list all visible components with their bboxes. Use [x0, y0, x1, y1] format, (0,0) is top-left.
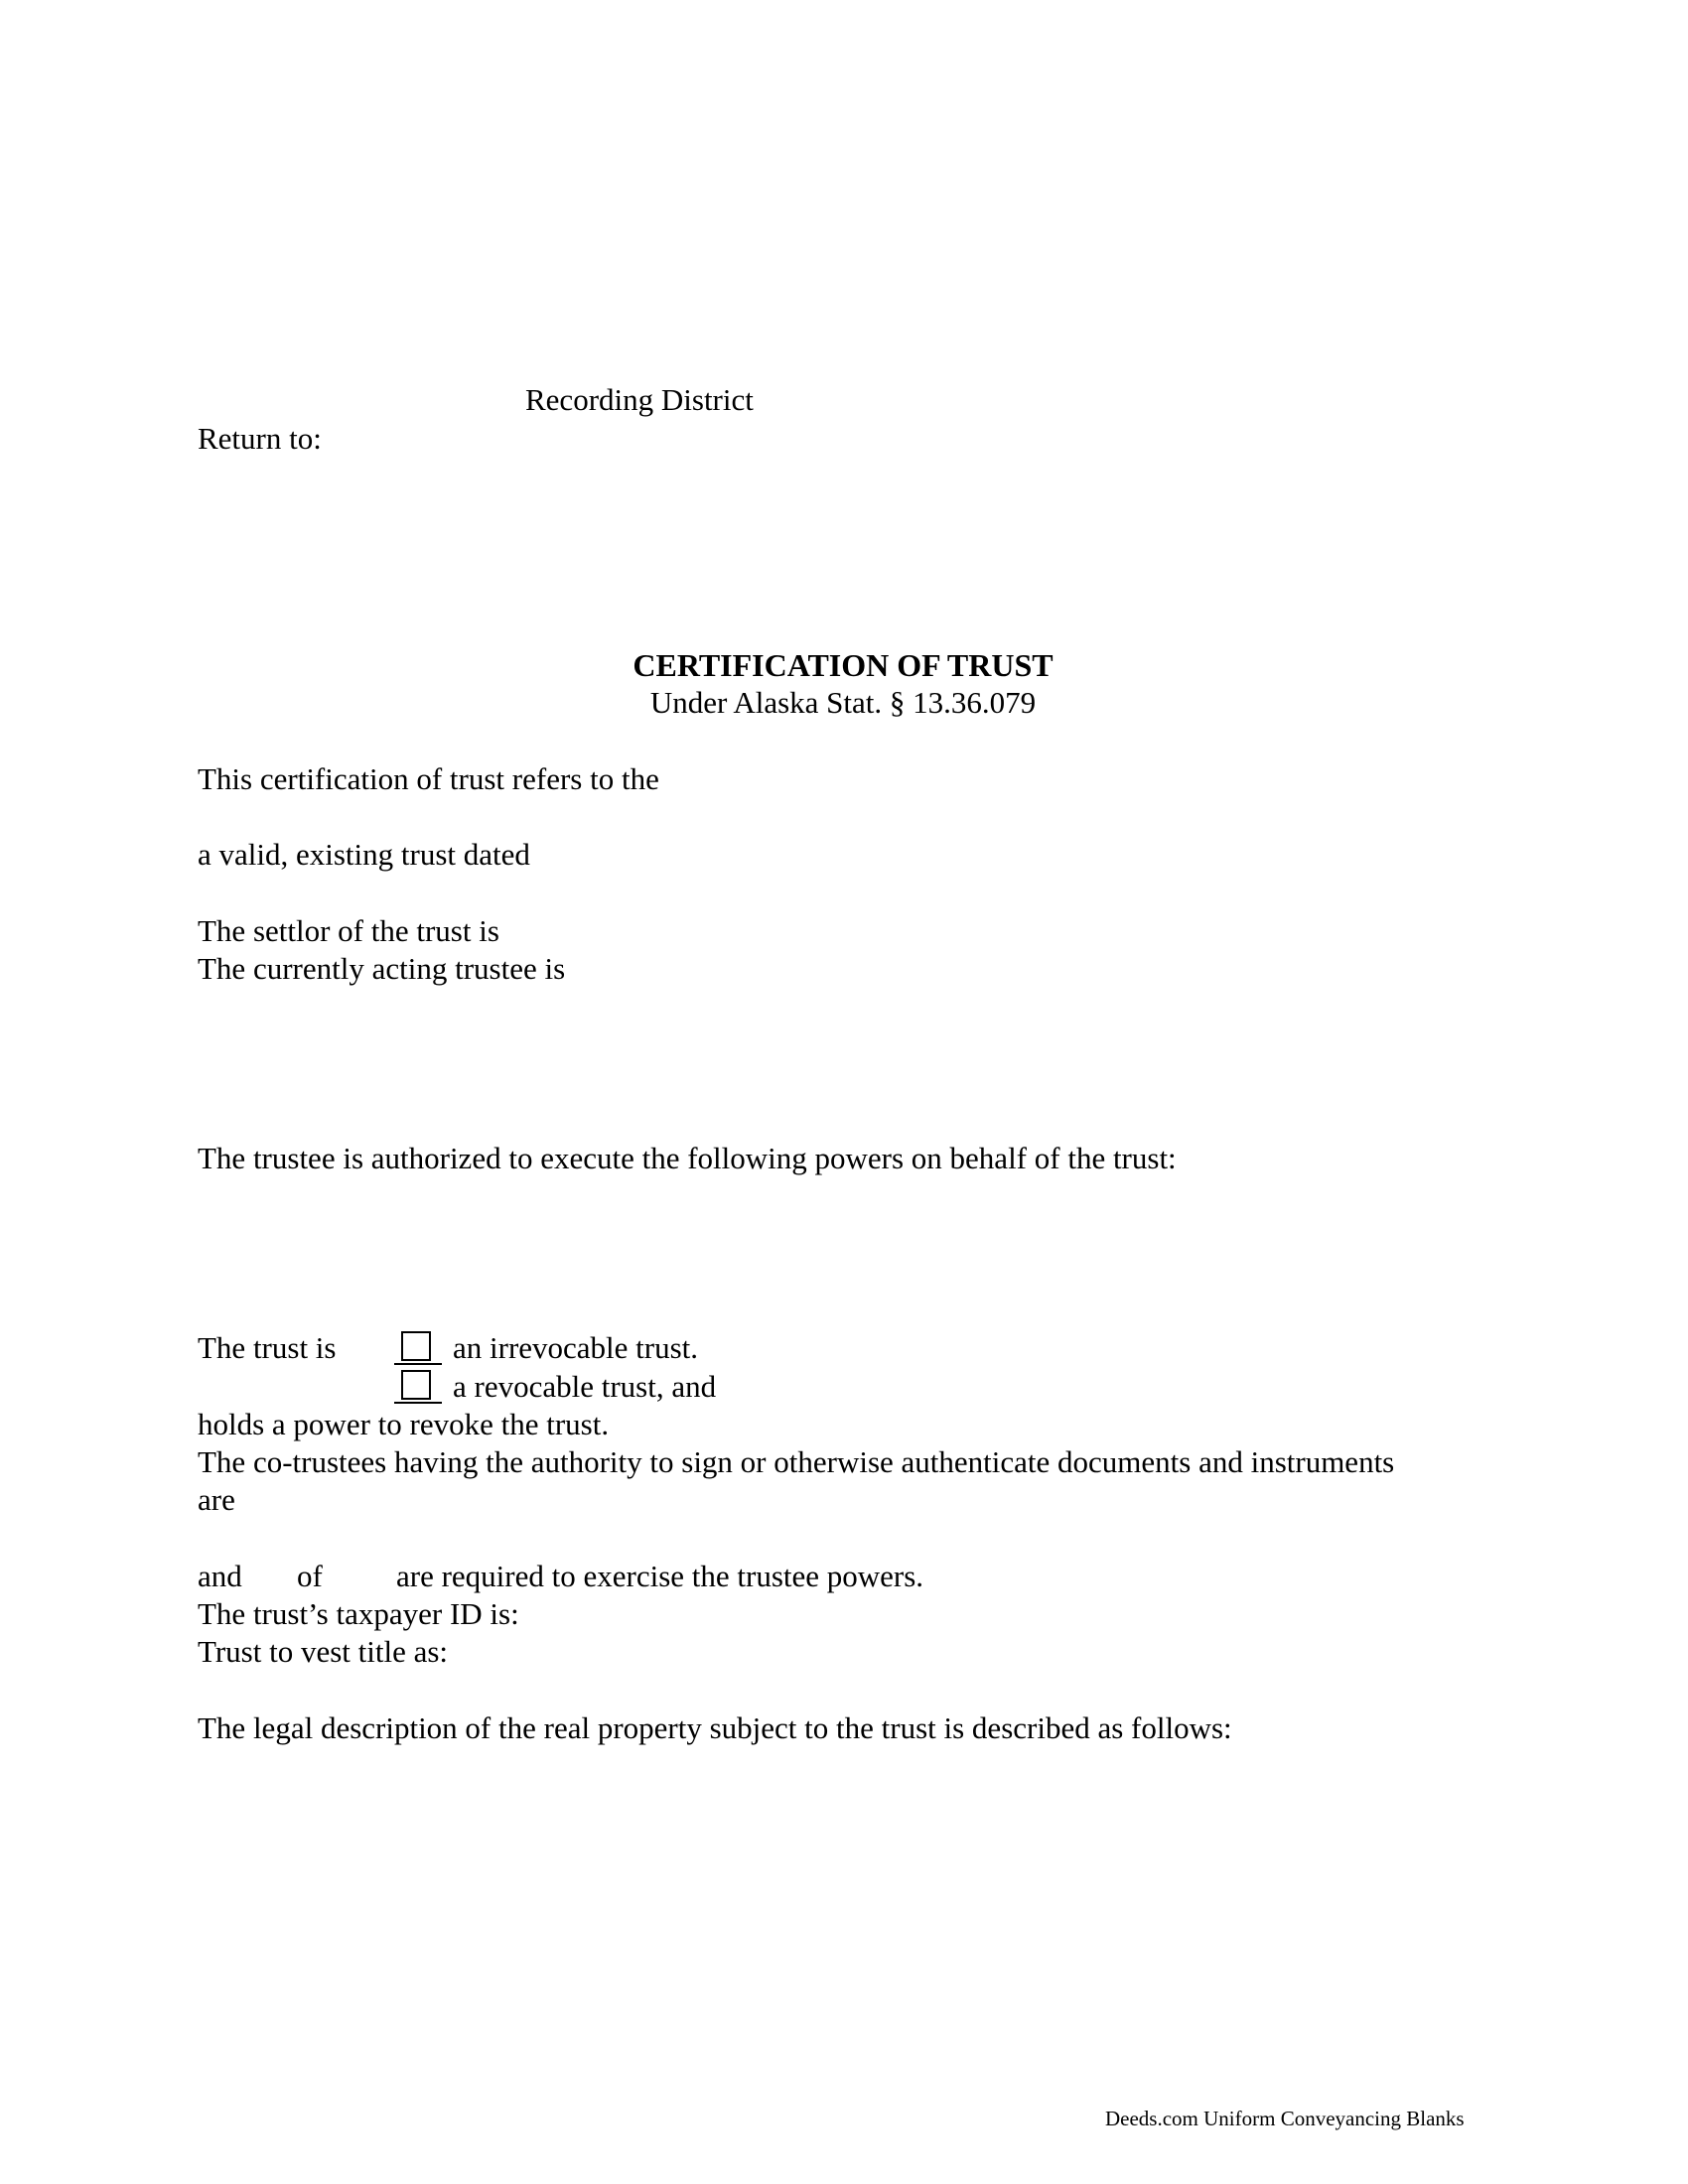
document-title: CERTIFICATION OF TRUST [633, 647, 1054, 683]
return-to-label: Return to: [198, 421, 322, 456]
recording-district-label: Recording District [525, 382, 754, 417]
irrevocable-checkbox-underline [394, 1363, 442, 1365]
power-revoke-line: holds a power to revoke the trust. [198, 1407, 610, 1441]
statute-subtitle: Under Alaska Stat. § 13.36.079 [649, 685, 1037, 720]
cotrustees-line-2: are [198, 1482, 235, 1517]
irrevocable-option-label: an irrevocable trust. [453, 1330, 699, 1365]
revocable-checkbox[interactable] [401, 1370, 431, 1400]
cotrustees-line-1: The co-trustees having the authority to sign or otherwise authenticate documents and instruments [198, 1444, 1395, 1479]
revocable-checkbox-underline [394, 1402, 442, 1404]
vest-title-line: Trust to vest title as: [198, 1634, 449, 1669]
footer-text: Deeds.com Uniform Conveyancing Blanks [1105, 2107, 1465, 2130]
required-line: are required to exercise the trustee powers. [396, 1559, 924, 1593]
powers-line: The trustee is authorized to execute the following powers on behalf of the trust: [198, 1141, 1177, 1175]
trust-is-label: The trust is [198, 1330, 337, 1365]
trustee-line: The currently acting trustee is [198, 951, 566, 986]
of-word: of [297, 1559, 323, 1593]
taxpayer-id-line: The trust’s taxpayer ID is: [198, 1596, 519, 1631]
settlor-line: The settlor of the trust is [198, 913, 499, 948]
and-word: and [198, 1559, 242, 1593]
valid-trust-line: a valid, existing trust dated [198, 837, 530, 872]
revocable-option-label: a revocable trust, and [453, 1369, 717, 1404]
irrevocable-checkbox[interactable] [401, 1331, 431, 1361]
refers-to-line: This certification of trust refers to the [198, 761, 659, 796]
legal-description-line: The legal description of the real property subject to the trust is described as follows: [198, 1710, 1232, 1745]
